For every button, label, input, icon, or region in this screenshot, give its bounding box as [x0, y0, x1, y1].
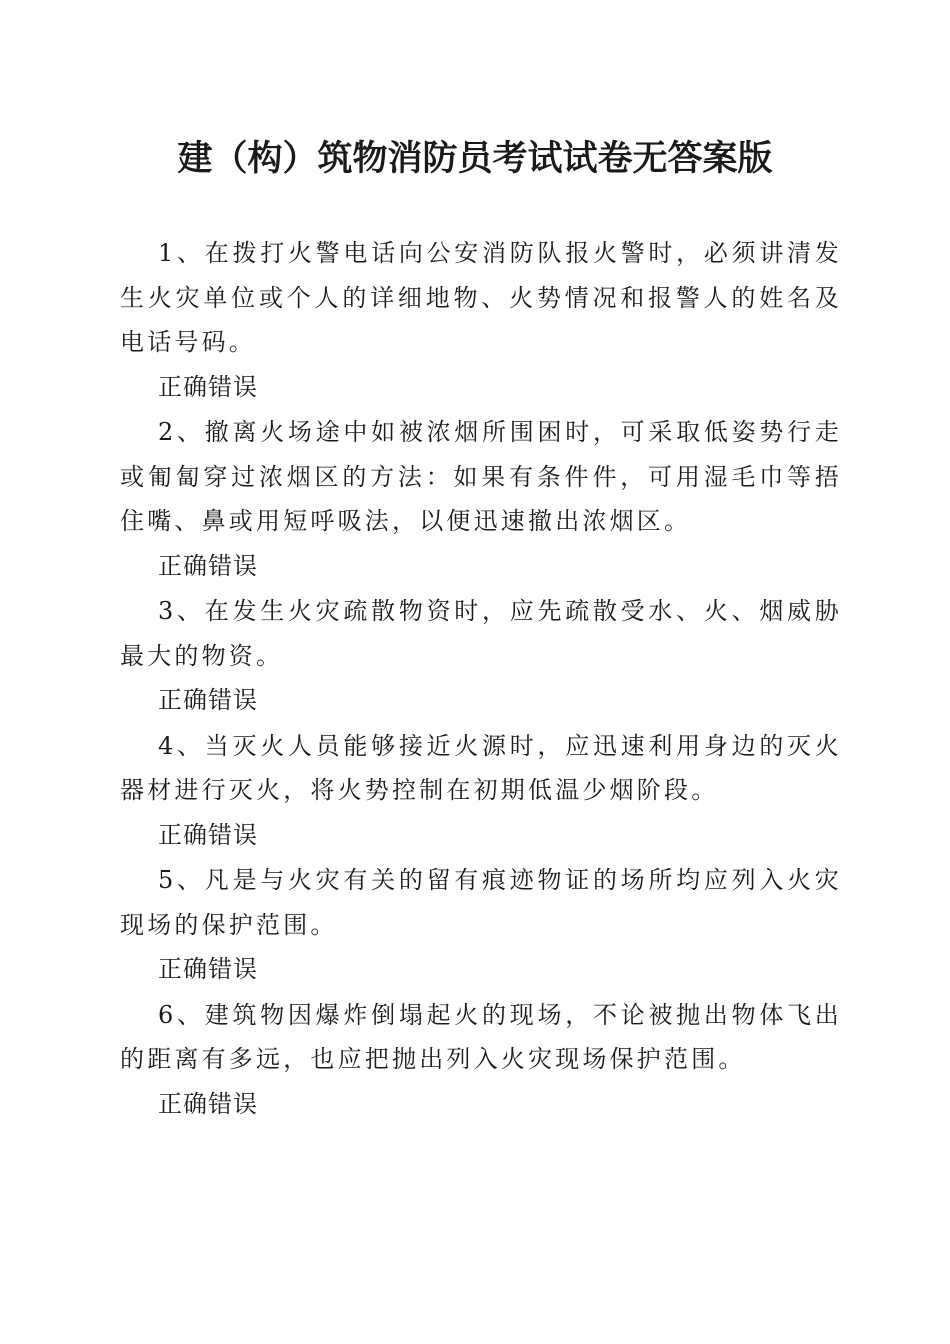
question-list: [120, 231, 842, 1127]
answer-options: 正确错误: [158, 551, 258, 580]
answer-options: 正确错误: [158, 955, 258, 983]
answer-options: 正确错误: [158, 820, 258, 849]
question-text: 3、在发生火灾疏散物资时，应先疏散受水、火、烟威胁最大的物资。: [120, 597, 842, 670]
question-item-3: [120, 589, 842, 723]
question-item-1: [120, 231, 842, 409]
question-text: 2、撤离火场途中如被浓烟所围困时，可采取低姿势行走或匍匐穿过浓烟区的方法：如果有条件件，可用湿毛巾等捂住嘴、鼻或用短呼吸法，以便迅速撤出浓烟区。: [120, 418, 842, 535]
question-item-6: [120, 993, 842, 1127]
answer-options: 正确错误: [158, 1089, 258, 1118]
answer-options: 正确错误: [158, 372, 258, 401]
page-title: 建（构）筑物消防员考试试卷无答案版: [177, 138, 773, 179]
question-text: 1、在拨打火警电话向公安消防队报火警时，必须讲清发生火灾单位或个人的详细地物、火势情况和报警人的姓名及电话号码。: [120, 239, 842, 356]
question-item-5: [120, 858, 842, 992]
question-text: 5、凡是与火灾有关的留有痕迹物证的场所均应列入火灾现场的保护范围。: [120, 866, 842, 939]
answer-options: 正确错误: [158, 686, 258, 714]
question-item-2: [120, 410, 842, 588]
question-text: 4、当灭火人员能够接近火源时，应迅速利用身边的灭火器材进行灭火，将火势控制在初期低温少烟阶段。: [120, 731, 842, 804]
question-text: 6、建筑物因爆炸倒塌起火的现场，不论被抛出物体飞出的距离有多远，也应把抛出列入火灾现场保护范围。: [120, 1000, 842, 1073]
question-item-4: [120, 724, 842, 858]
